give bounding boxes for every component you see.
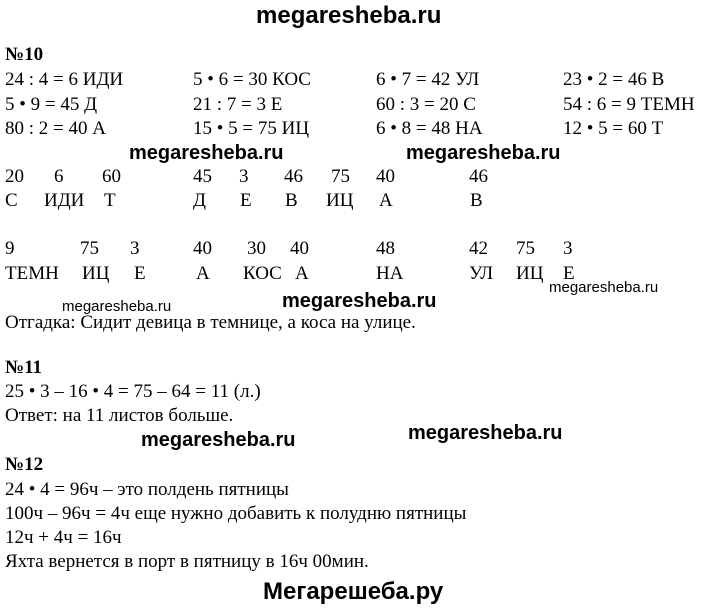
code-syllable: В xyxy=(285,190,298,211)
watermark-top: megaresheba.ru xyxy=(256,2,442,29)
equation: 80 : 2 = 40 А xyxy=(5,118,106,139)
code-syllable: А xyxy=(196,263,210,284)
code-syllable: В xyxy=(470,190,483,211)
equation: 12 • 5 = 60 Т xyxy=(563,118,664,139)
task12-answer: Яхта вернется в порт в пятницу в 16ч 00мин. xyxy=(5,551,369,572)
code-number: 75 xyxy=(80,238,99,259)
watermark: megaresheba.ru xyxy=(62,298,172,315)
watermark: megaresheba.ru xyxy=(406,142,561,164)
code-number: 3 xyxy=(239,166,249,187)
code-syllable: ИЦ xyxy=(82,263,110,284)
code-number: 45 xyxy=(193,166,212,187)
riddle-answer: Отгадка: Сидит девица в темнице, а коса на улице. xyxy=(5,312,416,333)
equation: 24 : 4 = 6 ИДИ xyxy=(5,69,124,90)
code-number: 46 xyxy=(469,166,488,187)
code-number: 40 xyxy=(290,238,309,259)
code-syllable: Е xyxy=(563,263,575,284)
code-syllable: ИДИ xyxy=(44,190,85,211)
watermark-bottom: Мегарешеба.ру xyxy=(263,578,444,605)
equation: 5 • 9 = 45 Д xyxy=(5,94,98,115)
watermark: megaresheba.ru xyxy=(282,290,437,312)
code-syllable: ИЦ xyxy=(516,263,544,284)
watermark: megaresheba.ru xyxy=(141,429,296,451)
code-number: 3 xyxy=(130,238,140,259)
watermark: megaresheba.ru xyxy=(408,422,563,444)
code-number: 60 xyxy=(102,166,121,187)
task12-line: 24 • 4 = 96ч – это полдень пятницы xyxy=(5,479,289,500)
code-syllable: НА xyxy=(376,263,404,284)
code-syllable: А xyxy=(379,190,393,211)
task12-line: 100ч – 96ч = 4ч еще нужно добавить к полудню пятницы xyxy=(5,503,467,524)
task11-heading: №11 xyxy=(5,357,43,378)
code-number: 6 xyxy=(54,166,64,187)
watermark: megaresheba.ru xyxy=(129,142,284,164)
code-number: 3 xyxy=(563,238,573,259)
code-number: 46 xyxy=(284,166,303,187)
code-syllable: КОС xyxy=(243,263,282,284)
task11-answer: Ответ: на 11 листов больше. xyxy=(5,405,234,426)
equation: 6 • 8 = 48 НА xyxy=(376,118,483,139)
equation: 15 • 5 = 75 ИЦ xyxy=(193,118,310,139)
equation: 21 : 7 = 3 Е xyxy=(193,94,283,115)
code-number: 48 xyxy=(376,238,395,259)
equation: 5 • 6 = 30 КОС xyxy=(193,69,311,90)
watermark: megaresheba.ru xyxy=(549,279,659,296)
task12-line: 12ч + 4ч = 16ч xyxy=(5,527,122,548)
equation: 6 • 7 = 42 УЛ xyxy=(376,69,480,90)
code-syllable: Д xyxy=(193,190,206,211)
code-syllable: ИЦ xyxy=(326,190,354,211)
code-syllable: А xyxy=(295,263,309,284)
code-number: 30 xyxy=(247,238,266,259)
code-syllable: С xyxy=(5,190,18,211)
code-number: 75 xyxy=(516,238,535,259)
code-number: 20 xyxy=(5,166,24,187)
task12-heading: №12 xyxy=(5,454,44,475)
code-syllable: Т xyxy=(104,190,116,211)
code-syllable: ТЕМН xyxy=(5,263,59,284)
code-number: 75 xyxy=(331,166,350,187)
task11-solution: 25 • 3 – 16 • 4 = 75 – 64 = 11 (л.) xyxy=(5,381,261,402)
equation: 23 • 2 = 46 В xyxy=(563,69,665,90)
code-number: 40 xyxy=(193,238,212,259)
code-number: 40 xyxy=(376,166,395,187)
equation: 60 : 3 = 20 С xyxy=(376,94,476,115)
task10-heading: №10 xyxy=(5,44,44,65)
code-number: 9 xyxy=(5,238,15,259)
code-number: 42 xyxy=(469,238,488,259)
code-syllable: Е xyxy=(240,190,252,211)
code-syllable: Е xyxy=(134,263,146,284)
equation: 54 : 6 = 9 ТЕМН xyxy=(563,94,695,115)
code-syllable: УЛ xyxy=(469,263,494,284)
